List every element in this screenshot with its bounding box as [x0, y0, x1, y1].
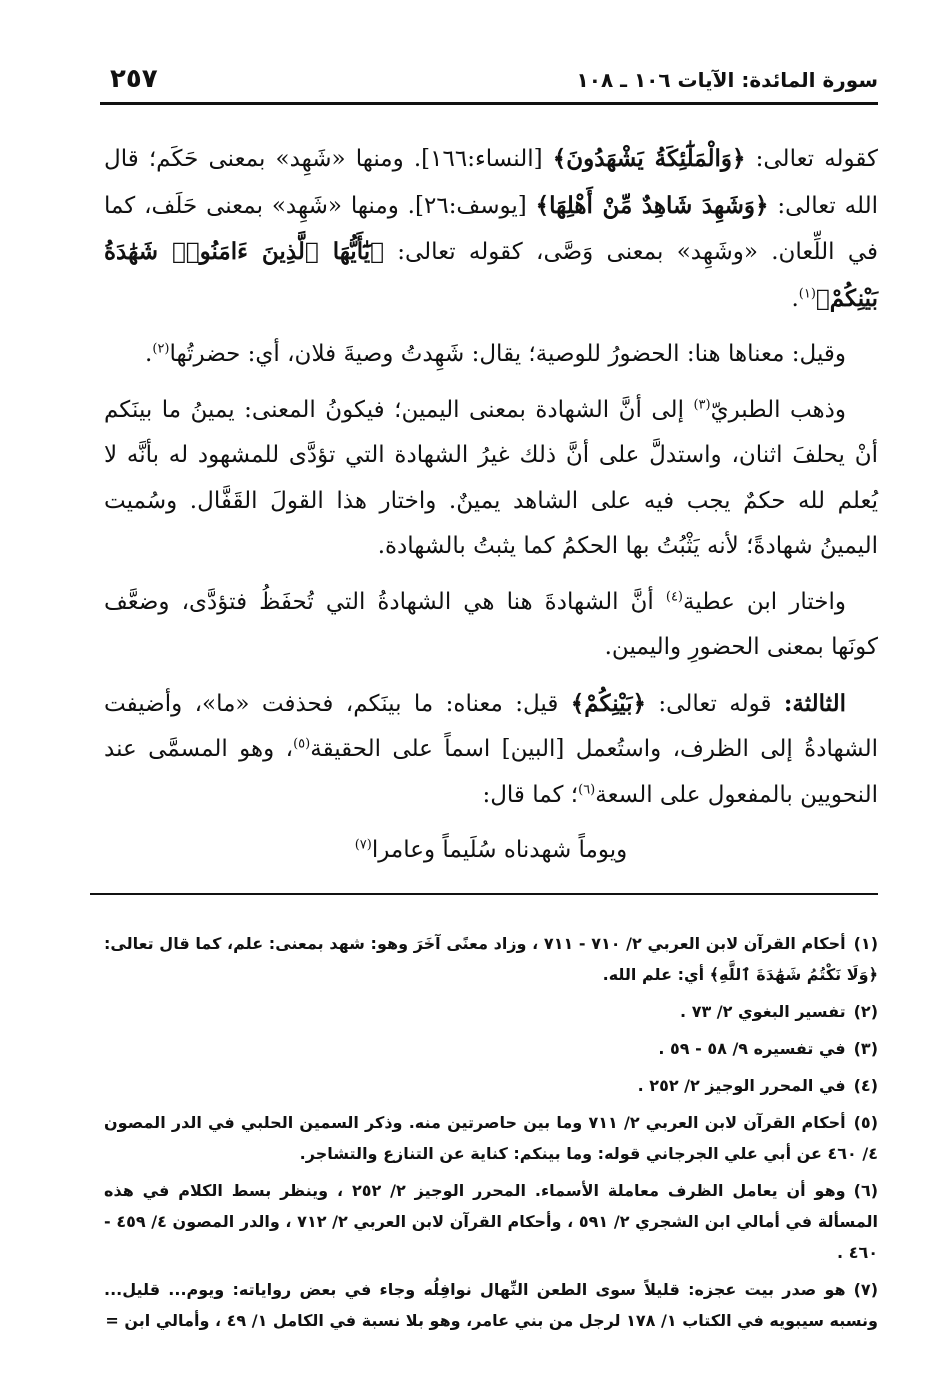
footnote-text: أحكام القرآن لابن العربي ٢/ ٧١٠ - ٧١١ ، وزاد معنًى آخَرَ وهو: شهد بمعنى: علم، كما قال تعالى: ﴿وَلَا نَكْتُمُ شَهَٰدَةَ ٱللَّهِ﴾ أي: علم الله.: [104, 934, 878, 984]
poetry-verse: [104, 828, 878, 874]
footnote-number: (٣): [853, 1039, 878, 1058]
paragraph-1: [104, 136, 878, 322]
footnote-number: (٥): [853, 1113, 878, 1132]
running-title: سورة المائدة: الآيات ١٠٦ ـ ١٠٨: [576, 68, 878, 92]
footnote-text: أحكام القرآن لابن العربي ٢/ ٧١١ وما بين حاصرتين منه. وذكر السمين الحلبي في الدر المصون ٤/ ٤٦٠ عن أبي علي الجرجاني قوله: وما بينكم: كناية عن التنازع والتشاجر.: [104, 1113, 878, 1163]
footnote-number: (٧): [853, 1280, 878, 1299]
main-text: [104, 136, 878, 874]
text-run: .: [791, 285, 799, 312]
footnote-ref[interactable]: (٤): [665, 588, 683, 604]
footnote: [104, 1070, 878, 1101]
footnote-separator: [90, 893, 878, 895]
quran-quote: ﴿وَشَهِدَ شَاهِدٌ مِّنْ أَهْلِهَا﴾: [535, 191, 769, 219]
text-run: أنَّ الشهادةَ هنا هي الشهادةُ التي تُحفَظُ فتؤدَّى، وضعَّف كونَها بمعنى الحضورِ واليمين.: [104, 588, 878, 660]
section-label: الثالثة:: [783, 689, 846, 717]
paragraph-5: [104, 681, 878, 819]
footnote-text: تفسير البغوي ٢/ ٧٣ .: [680, 1002, 846, 1021]
text-run: إلى أنَّ الشهادة بمعنى اليمين؛ فيكونُ المعنى: يمينُ ما بينَكم أنْ يحلفَ اثنان، واستدلَّ على أنَّ ذلك غيرُ الشهادة التي تؤدَّى للمشهود له بأنَّه لا يُعلم لله حكمٌ يجب فيه على الشاهد يمينٌ. واختار هذا القولَ القَفَّال. وسُميت اليمينُ شهادةً؛ لأنه يَثْبُتُ بها الحكمُ كما يثبتُ بالشهادة.: [104, 396, 878, 559]
text-run: وذهب الطبريّ: [710, 396, 847, 423]
quran-quote: ﴿بَيْنِكُمْ﴾: [570, 689, 646, 717]
footnote-text: هو صدر بيت عجزه: قليلاً سوى الطعن النِّهال نوافِلُه وجاء في بعض رواياته: ويوم... قليل... ونسبه سيبويه في الكتاب ١/ ١٧٨ لرجل من بني عامر، وهو بلا نسبة في الكامل ١/ ٤٩ ، وأمالي ابن =: [104, 1280, 878, 1330]
page-number: ٢٥٧: [110, 64, 158, 94]
footnote: [104, 1107, 878, 1169]
footnote-number: (٢): [853, 1002, 878, 1021]
text-run: .: [145, 341, 153, 367]
text-run: [النساء:١٦٦]. ومنها «شَهِد» بمعنى حَكَم؛ قال الله تعالى:: [104, 146, 878, 219]
footnote-text: في تفسيره ٩/ ٥٨ - ٥٩ .: [658, 1039, 846, 1058]
text-run: قيل: معناه: ما بينَكم، فحذفت «ما»، وأضيفت الشهادةُ إلى الظرف، واستُعمل [البين] اسماً على الحقيقة: [104, 690, 878, 762]
page-header: [100, 62, 878, 98]
text-run: كقوله تعالى:: [745, 146, 879, 172]
text-run: قوله تعالى:: [646, 690, 784, 717]
text-run: ، وهو المسمَّى عند النحويين بالمفعول على السعة: [104, 736, 878, 808]
paragraph-2: [104, 332, 878, 378]
footnote-number: (٦): [853, 1181, 879, 1200]
paragraph-3: [104, 388, 878, 570]
text-run: واختار ابن عطية: [683, 588, 847, 615]
text-run: [يوسف:٢٦]. ومنها «شَهِد» بمعنى حَلَف، كما في اللِّعان. «وشَهِد» بمعنى وَصَّى، كقوله تعالى:: [104, 192, 878, 265]
footnote: [104, 1175, 878, 1268]
paragraph-4: [104, 580, 878, 671]
footnote: [104, 1274, 878, 1336]
text-run: وقيل: معناها هنا: الحضورُ للوصية؛ يقال: شَهِدتُ وصيةَ فلان، أي: حضرتُها: [169, 341, 846, 367]
footnote: [104, 1033, 878, 1064]
footnote-text: وهو أن يعامل الظرف معاملة الأسماء. المحرر الوجيز ٢/ ٢٥٢ ، وينظر بسط الكلام في هذه المسألة في أمالي ابن الشجري ٢/ ٥٩١ ، وأحكام القرآن لابن العربي ٢/ ٧١٢ ، والدر المصون ٤/ ٤٥٩ - ٤٦٠ .: [104, 1181, 879, 1262]
header-rule: [100, 102, 878, 105]
footnote-ref[interactable]: (٧): [354, 837, 372, 853]
quran-quote: ﴿يَٰٓأَيُّهَا ٱلَّذِينَ ءَامَنُوا۟ شَهَٰدَةُ بَيْنِكُمْ﴾: [104, 238, 878, 312]
footnote-ref[interactable]: (٦): [578, 781, 596, 797]
text-run: ؛ كما قال:: [482, 781, 579, 808]
quran-quote: ﴿وَالْمَلَٰٓئِكَةُ يَشْهَدُونَ﴾: [552, 145, 746, 172]
footnote-number: (١): [853, 934, 878, 953]
footnote-text: في المحرر الوجيز ٢/ ٢٥٢ .: [637, 1076, 846, 1095]
footnotes: [104, 928, 878, 1342]
footnote: [104, 928, 878, 990]
footnote-number: (٤): [853, 1076, 878, 1095]
footnote-ref[interactable]: (١): [798, 285, 816, 301]
footnote-ref[interactable]: (٣): [693, 396, 711, 412]
footnote-ref[interactable]: (٢): [152, 341, 170, 357]
verse-text: ويوماً شهدناه سُلَيماً وعامرا: [371, 837, 628, 863]
footnote-ref[interactable]: (٥): [293, 736, 311, 752]
footnote: [104, 996, 878, 1027]
